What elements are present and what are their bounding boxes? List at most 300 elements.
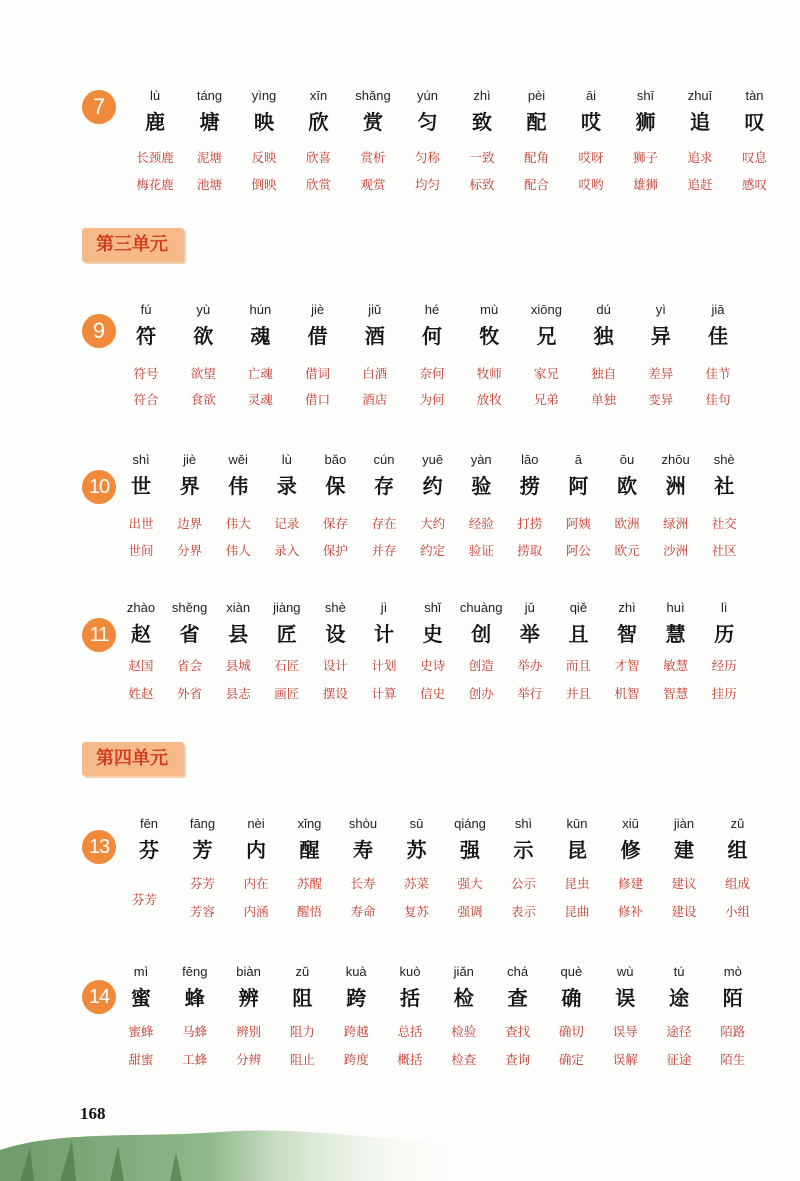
- word: 检验: [451, 1024, 477, 1039]
- pinyin: fāng: [189, 816, 216, 831]
- word: 狮子: [633, 150, 659, 165]
- pinyin: lù: [281, 452, 292, 467]
- word: 捞取: [517, 543, 543, 558]
- hanzi: 史: [422, 622, 443, 646]
- word: 叹息: [742, 150, 768, 165]
- char-row: [0, 88, 800, 148]
- hanzi: 确: [561, 986, 582, 1010]
- word: 总括: [397, 1024, 423, 1039]
- word: 打捞: [517, 516, 543, 531]
- hanzi: 陌: [722, 986, 743, 1010]
- pinyin: xiōng: [530, 302, 562, 317]
- hanzi: 哎: [581, 110, 601, 134]
- word: 边界: [177, 516, 203, 531]
- pinyin: chuàng: [459, 600, 503, 615]
- word-row-2: [0, 902, 800, 924]
- word: 赏析: [360, 150, 386, 165]
- word: 欲望: [190, 366, 216, 381]
- word: 为何: [419, 392, 445, 407]
- pinyin: yù: [196, 302, 211, 317]
- word: 建设: [671, 904, 697, 919]
- word: 独自: [591, 366, 617, 381]
- lesson-number-badge: 9: [82, 314, 116, 348]
- word: 表示: [511, 904, 537, 919]
- word: 验证: [468, 543, 494, 558]
- word: 敏慧: [663, 658, 689, 673]
- word: 绿洲: [663, 516, 689, 531]
- word: 兄弟: [533, 392, 559, 407]
- word-row-1: [0, 148, 800, 170]
- word-row-1: [0, 656, 800, 678]
- word: 欣赏: [306, 177, 332, 192]
- word: 确定: [558, 1052, 584, 1067]
- hanzi: 保: [325, 474, 346, 498]
- pinyin: shè: [713, 452, 735, 467]
- word: 查找: [505, 1024, 531, 1039]
- word-row-1: [0, 1022, 800, 1044]
- word: 醒悟: [297, 904, 323, 919]
- word: 观赏: [360, 177, 386, 192]
- word-row-2: [0, 1050, 800, 1072]
- hanzi: 慧: [665, 622, 686, 646]
- word: 查询: [505, 1052, 531, 1067]
- pinyin: kūn: [566, 816, 588, 831]
- hanzi: 且: [568, 622, 589, 646]
- word: 泥塘: [197, 150, 223, 165]
- hanzi: 借: [307, 324, 328, 348]
- lesson-14: [0, 964, 800, 1074]
- pinyin: qiáng: [454, 816, 486, 831]
- hanzi: 兄: [536, 324, 557, 348]
- pinyin: ōu: [619, 452, 635, 467]
- hanzi: 伟: [228, 474, 249, 498]
- word: 配合: [524, 177, 550, 192]
- hanzi: 芬: [139, 838, 159, 862]
- word: 一致: [469, 150, 495, 165]
- word: 白酒: [362, 366, 388, 381]
- hanzi: 独: [593, 324, 614, 348]
- pinyin: āi: [585, 88, 597, 103]
- word: 社区: [711, 543, 737, 558]
- word-row-2: [0, 541, 800, 563]
- word: 才智: [614, 658, 640, 673]
- word: 梅花鹿: [136, 177, 174, 192]
- word: 符号: [133, 366, 159, 381]
- pinyin: fēng: [182, 964, 208, 979]
- word: 配角: [524, 150, 550, 165]
- word: 长颈鹿: [136, 150, 174, 165]
- pinyin: fēn: [139, 816, 159, 831]
- hanzi: 何: [422, 324, 442, 348]
- pinyin: lù: [149, 88, 161, 103]
- word: 信史: [420, 686, 446, 701]
- word-row-2: [0, 390, 800, 412]
- pinyin: tàn: [745, 88, 764, 103]
- hanzi: 强: [460, 838, 480, 862]
- hanzi: 约: [422, 474, 443, 498]
- word: 阻力: [289, 1024, 315, 1039]
- word: 亡魂: [247, 366, 273, 381]
- word: 检查: [451, 1052, 477, 1067]
- word: 分界: [177, 543, 203, 558]
- hanzi: 符: [136, 324, 156, 348]
- grass-illustration: [0, 1110, 800, 1181]
- word: 阿公: [565, 543, 591, 558]
- word: 辨别: [236, 1024, 262, 1039]
- word-row-1: [0, 514, 800, 536]
- word: 误导: [612, 1024, 638, 1039]
- word-row-1: [0, 874, 800, 896]
- char-row: [0, 816, 800, 876]
- word: 确切: [558, 1024, 584, 1039]
- word: 马蜂: [182, 1024, 208, 1039]
- lesson-number-badge: 11: [82, 618, 116, 652]
- hanzi: 配: [526, 110, 547, 134]
- hanzi: 异: [650, 324, 671, 348]
- pinyin: zhuī: [687, 88, 713, 103]
- pinyin: jiàn: [673, 816, 695, 831]
- hanzi: 示: [513, 838, 534, 862]
- word-row-1: [0, 364, 800, 386]
- pinyin: shī: [636, 88, 655, 103]
- pinyin: yì: [655, 302, 666, 317]
- hanzi: 赏: [363, 110, 383, 134]
- char-row: [0, 302, 800, 362]
- pinyin: mì: [133, 964, 149, 979]
- word: 奈何: [419, 366, 445, 381]
- hanzi: 阿: [568, 474, 589, 498]
- word: 苏菜: [404, 876, 430, 891]
- word: 举行: [517, 686, 543, 701]
- word: 概括: [397, 1052, 423, 1067]
- word: 记录: [274, 516, 300, 531]
- hanzi: 欧: [617, 474, 637, 498]
- unit-heading: 第四单元: [82, 742, 184, 776]
- pinyin: kuò: [399, 964, 421, 979]
- pinyin: pèi: [527, 88, 546, 103]
- word: 计算: [371, 686, 397, 701]
- pinyin: què: [560, 964, 583, 979]
- pinyin: xīn: [309, 88, 328, 103]
- hanzi: 佳: [708, 324, 728, 348]
- hanzi: 括: [400, 986, 420, 1010]
- word: 石匠: [274, 658, 300, 673]
- hanzi: 捞: [519, 474, 540, 498]
- word: 外省: [177, 686, 203, 701]
- lesson-10: [0, 452, 800, 562]
- hanzi: 欲: [193, 324, 214, 348]
- word: 家兄: [533, 366, 559, 381]
- lesson-7: [0, 88, 800, 198]
- pinyin: yún: [417, 88, 438, 103]
- word: 约定: [420, 543, 446, 558]
- hanzi: 建: [674, 838, 694, 862]
- hanzi: 修: [620, 838, 641, 862]
- word: 佳句: [705, 392, 731, 407]
- word: 姓赵: [128, 686, 154, 701]
- word: 陌生: [720, 1052, 746, 1067]
- hanzi: 匀: [417, 110, 438, 134]
- word: 举办: [517, 658, 543, 673]
- lesson-11: [0, 600, 800, 710]
- word: 伟大: [225, 516, 251, 531]
- word: 借口: [305, 392, 331, 407]
- word: 蜜蜂: [128, 1024, 154, 1039]
- word: 匀称: [415, 150, 441, 165]
- pinyin: yàn: [470, 452, 492, 467]
- pinyin: zǔ: [730, 816, 745, 831]
- pinyin: jiè: [311, 302, 325, 317]
- pinyin: dú: [596, 302, 611, 317]
- word: 阿姨: [565, 516, 591, 531]
- lesson-number-badge: 7: [82, 90, 116, 124]
- hanzi: 醒: [299, 838, 320, 862]
- hanzi: 欣: [308, 110, 329, 134]
- word: 长寿: [350, 876, 376, 891]
- pinyin: yìng: [251, 88, 277, 103]
- pinyin: kuà: [345, 964, 367, 979]
- pinyin: shè: [324, 600, 346, 615]
- hanzi: 录: [276, 474, 297, 498]
- word: 反映: [251, 150, 277, 165]
- word: 陌路: [720, 1024, 746, 1039]
- hanzi: 追: [690, 110, 710, 134]
- char-row: [0, 452, 800, 512]
- word: 欧洲: [614, 516, 640, 531]
- pinyin: tú: [673, 964, 685, 979]
- word: 智慧: [663, 686, 689, 701]
- word: 修补: [618, 904, 644, 919]
- hanzi: 举: [519, 622, 540, 646]
- lesson-9: [0, 302, 800, 412]
- pinyin: qiě: [569, 600, 588, 615]
- word: 欣喜: [306, 150, 332, 165]
- word: 放牧: [476, 392, 502, 407]
- hanzi: 历: [714, 622, 735, 646]
- word: 分辨: [236, 1052, 262, 1067]
- word: 画匠: [274, 686, 300, 701]
- pinyin: shǐ: [424, 600, 441, 615]
- word: 灵魂: [247, 392, 273, 407]
- pinyin: cún: [373, 452, 395, 467]
- pinyin: shì: [514, 816, 533, 831]
- pinyin: jiā: [711, 302, 725, 317]
- word: 池塘: [197, 177, 223, 192]
- word: 工蜂: [182, 1052, 208, 1067]
- hanzi: 世: [131, 474, 151, 498]
- pinyin: jiǎn: [453, 964, 474, 979]
- word: 省会: [177, 658, 203, 673]
- word: 修建: [618, 876, 644, 891]
- word: 摆设: [322, 686, 348, 701]
- pinyin: shòu: [348, 816, 378, 831]
- word: 挂历: [711, 686, 737, 701]
- pinyin: xiàn: [226, 600, 251, 615]
- word: 经历: [711, 658, 737, 673]
- lesson-13: [0, 816, 800, 926]
- word: 组成: [725, 876, 751, 891]
- hanzi: 社: [714, 474, 735, 498]
- pinyin: mù: [480, 302, 499, 317]
- word: 出世: [128, 516, 154, 531]
- pinyin: jì: [380, 600, 388, 615]
- char-row: [0, 964, 800, 1024]
- word: 公示: [511, 876, 537, 891]
- pinyin: jǔ: [524, 600, 535, 615]
- pinyin: bǎo: [324, 452, 347, 467]
- word: 沙洲: [663, 543, 689, 558]
- pinyin: sū: [409, 816, 424, 831]
- word: 阻止: [289, 1052, 315, 1067]
- word: 借词: [305, 366, 331, 381]
- word: 存在: [371, 516, 397, 531]
- pinyin: wù: [616, 964, 634, 979]
- hanzi: 酒: [364, 324, 385, 348]
- pinyin: xǐng: [297, 816, 322, 831]
- pinyin: xiū: [622, 816, 639, 831]
- hanzi: 牧: [479, 324, 500, 348]
- word: 变异: [648, 392, 674, 407]
- word: 复苏: [404, 904, 430, 919]
- word: 跨度: [343, 1052, 369, 1067]
- word: 赵国: [128, 658, 154, 673]
- word: 县城: [225, 658, 251, 673]
- hanzi: 计: [374, 622, 394, 646]
- word: 昆曲: [564, 904, 590, 919]
- hanzi: 匠: [276, 622, 297, 646]
- lesson-number-badge: 10: [82, 470, 116, 504]
- hanzi: 智: [617, 622, 637, 646]
- word: 县志: [225, 686, 251, 701]
- word: 雄狮: [633, 177, 659, 192]
- pinyin: táng: [196, 88, 223, 103]
- word: 昆虫: [564, 876, 590, 891]
- word: 设计: [322, 658, 348, 673]
- hanzi: 存: [374, 474, 394, 498]
- word: 内在: [243, 876, 269, 891]
- pinyin: hún: [249, 302, 272, 317]
- word: 误解: [612, 1052, 638, 1067]
- hanzi: 昆: [567, 838, 587, 862]
- solo-word: 芬芳: [132, 892, 158, 907]
- hanzi: 塘: [199, 110, 220, 134]
- word: 征途: [666, 1052, 692, 1067]
- hanzi: 寿: [353, 838, 373, 862]
- hanzi: 途: [669, 986, 689, 1010]
- word: 经验: [468, 516, 494, 531]
- word: 计划: [371, 658, 397, 673]
- pinyin: shěng: [171, 600, 208, 615]
- word: 佳节: [705, 366, 731, 381]
- pinyin: hé: [424, 302, 440, 317]
- hanzi: 辨: [238, 986, 259, 1010]
- lesson-number-badge: 14: [82, 980, 116, 1014]
- hanzi: 县: [228, 622, 249, 646]
- pinyin: biàn: [236, 964, 261, 979]
- pinyin: mò: [723, 964, 742, 979]
- word: 内涵: [243, 904, 269, 919]
- word: 而且: [565, 658, 591, 673]
- hanzi: 创: [471, 622, 492, 646]
- hanzi: 蜜: [131, 986, 151, 1010]
- pinyin: nèi: [247, 816, 265, 831]
- word: 苏醒: [297, 876, 323, 891]
- word: 追求: [687, 150, 713, 165]
- word: 创造: [468, 658, 494, 673]
- word: 强大: [457, 876, 483, 891]
- word-row-2: [0, 175, 800, 197]
- unit-heading: 第三单元: [82, 228, 184, 262]
- pinyin: fú: [140, 302, 152, 317]
- word: 符合: [133, 392, 159, 407]
- word-row-2: [0, 684, 800, 706]
- word: 欧元: [614, 543, 640, 558]
- hanzi: 组: [727, 838, 748, 862]
- word: 保存: [322, 516, 348, 531]
- word: 牧师: [476, 366, 502, 381]
- pinyin: zhì: [618, 600, 636, 615]
- pinyin: lāo: [521, 452, 539, 467]
- word: 标致: [469, 177, 495, 192]
- word: 芳容: [190, 904, 216, 919]
- word: 甜蜜: [128, 1052, 154, 1067]
- hanzi: 致: [472, 110, 492, 134]
- hanzi: 赵: [131, 622, 151, 646]
- word: 伟人: [225, 543, 251, 558]
- word: 保护: [322, 543, 348, 558]
- pinyin: chá: [507, 964, 529, 979]
- pinyin: zǔ: [295, 964, 310, 979]
- hanzi: 误: [615, 986, 636, 1010]
- hanzi: 阻: [292, 986, 313, 1010]
- hanzi: 检: [453, 986, 474, 1010]
- hanzi: 省: [179, 622, 200, 646]
- pinyin: huì: [666, 600, 685, 615]
- hanzi: 验: [471, 474, 492, 498]
- word: 跨越: [343, 1024, 369, 1039]
- word: 均匀: [415, 177, 441, 192]
- word: 哎呀: [578, 150, 604, 165]
- word: 追赶: [687, 177, 713, 192]
- pinyin: shì: [132, 452, 150, 467]
- hanzi: 查: [507, 986, 528, 1010]
- page-number: 168: [80, 1104, 106, 1123]
- pinyin: yuē: [422, 452, 444, 467]
- hanzi: 芳: [192, 838, 213, 862]
- pinyin: shǎng: [355, 88, 391, 103]
- word: 并存: [371, 543, 397, 558]
- hanzi: 蜂: [184, 986, 205, 1010]
- word: 倒映: [251, 177, 277, 192]
- pinyin: jiè: [183, 452, 197, 467]
- word: 酒店: [362, 392, 388, 407]
- hanzi: 界: [179, 474, 200, 498]
- hanzi: 鹿: [145, 110, 165, 134]
- pinyin: zhào: [126, 600, 156, 615]
- word: 机智: [614, 686, 640, 701]
- pinyin: lì: [720, 600, 728, 615]
- word: 社交: [711, 516, 737, 531]
- word: 强调: [457, 904, 483, 919]
- pinyin: zhōu: [661, 452, 690, 467]
- hanzi: 魂: [250, 324, 271, 348]
- hanzi: 内: [246, 838, 266, 862]
- word: 世间: [128, 543, 154, 558]
- hanzi: 洲: [665, 474, 686, 498]
- word: 感叹: [742, 177, 768, 192]
- word: 芬芳: [190, 876, 216, 891]
- char-row: [0, 600, 800, 660]
